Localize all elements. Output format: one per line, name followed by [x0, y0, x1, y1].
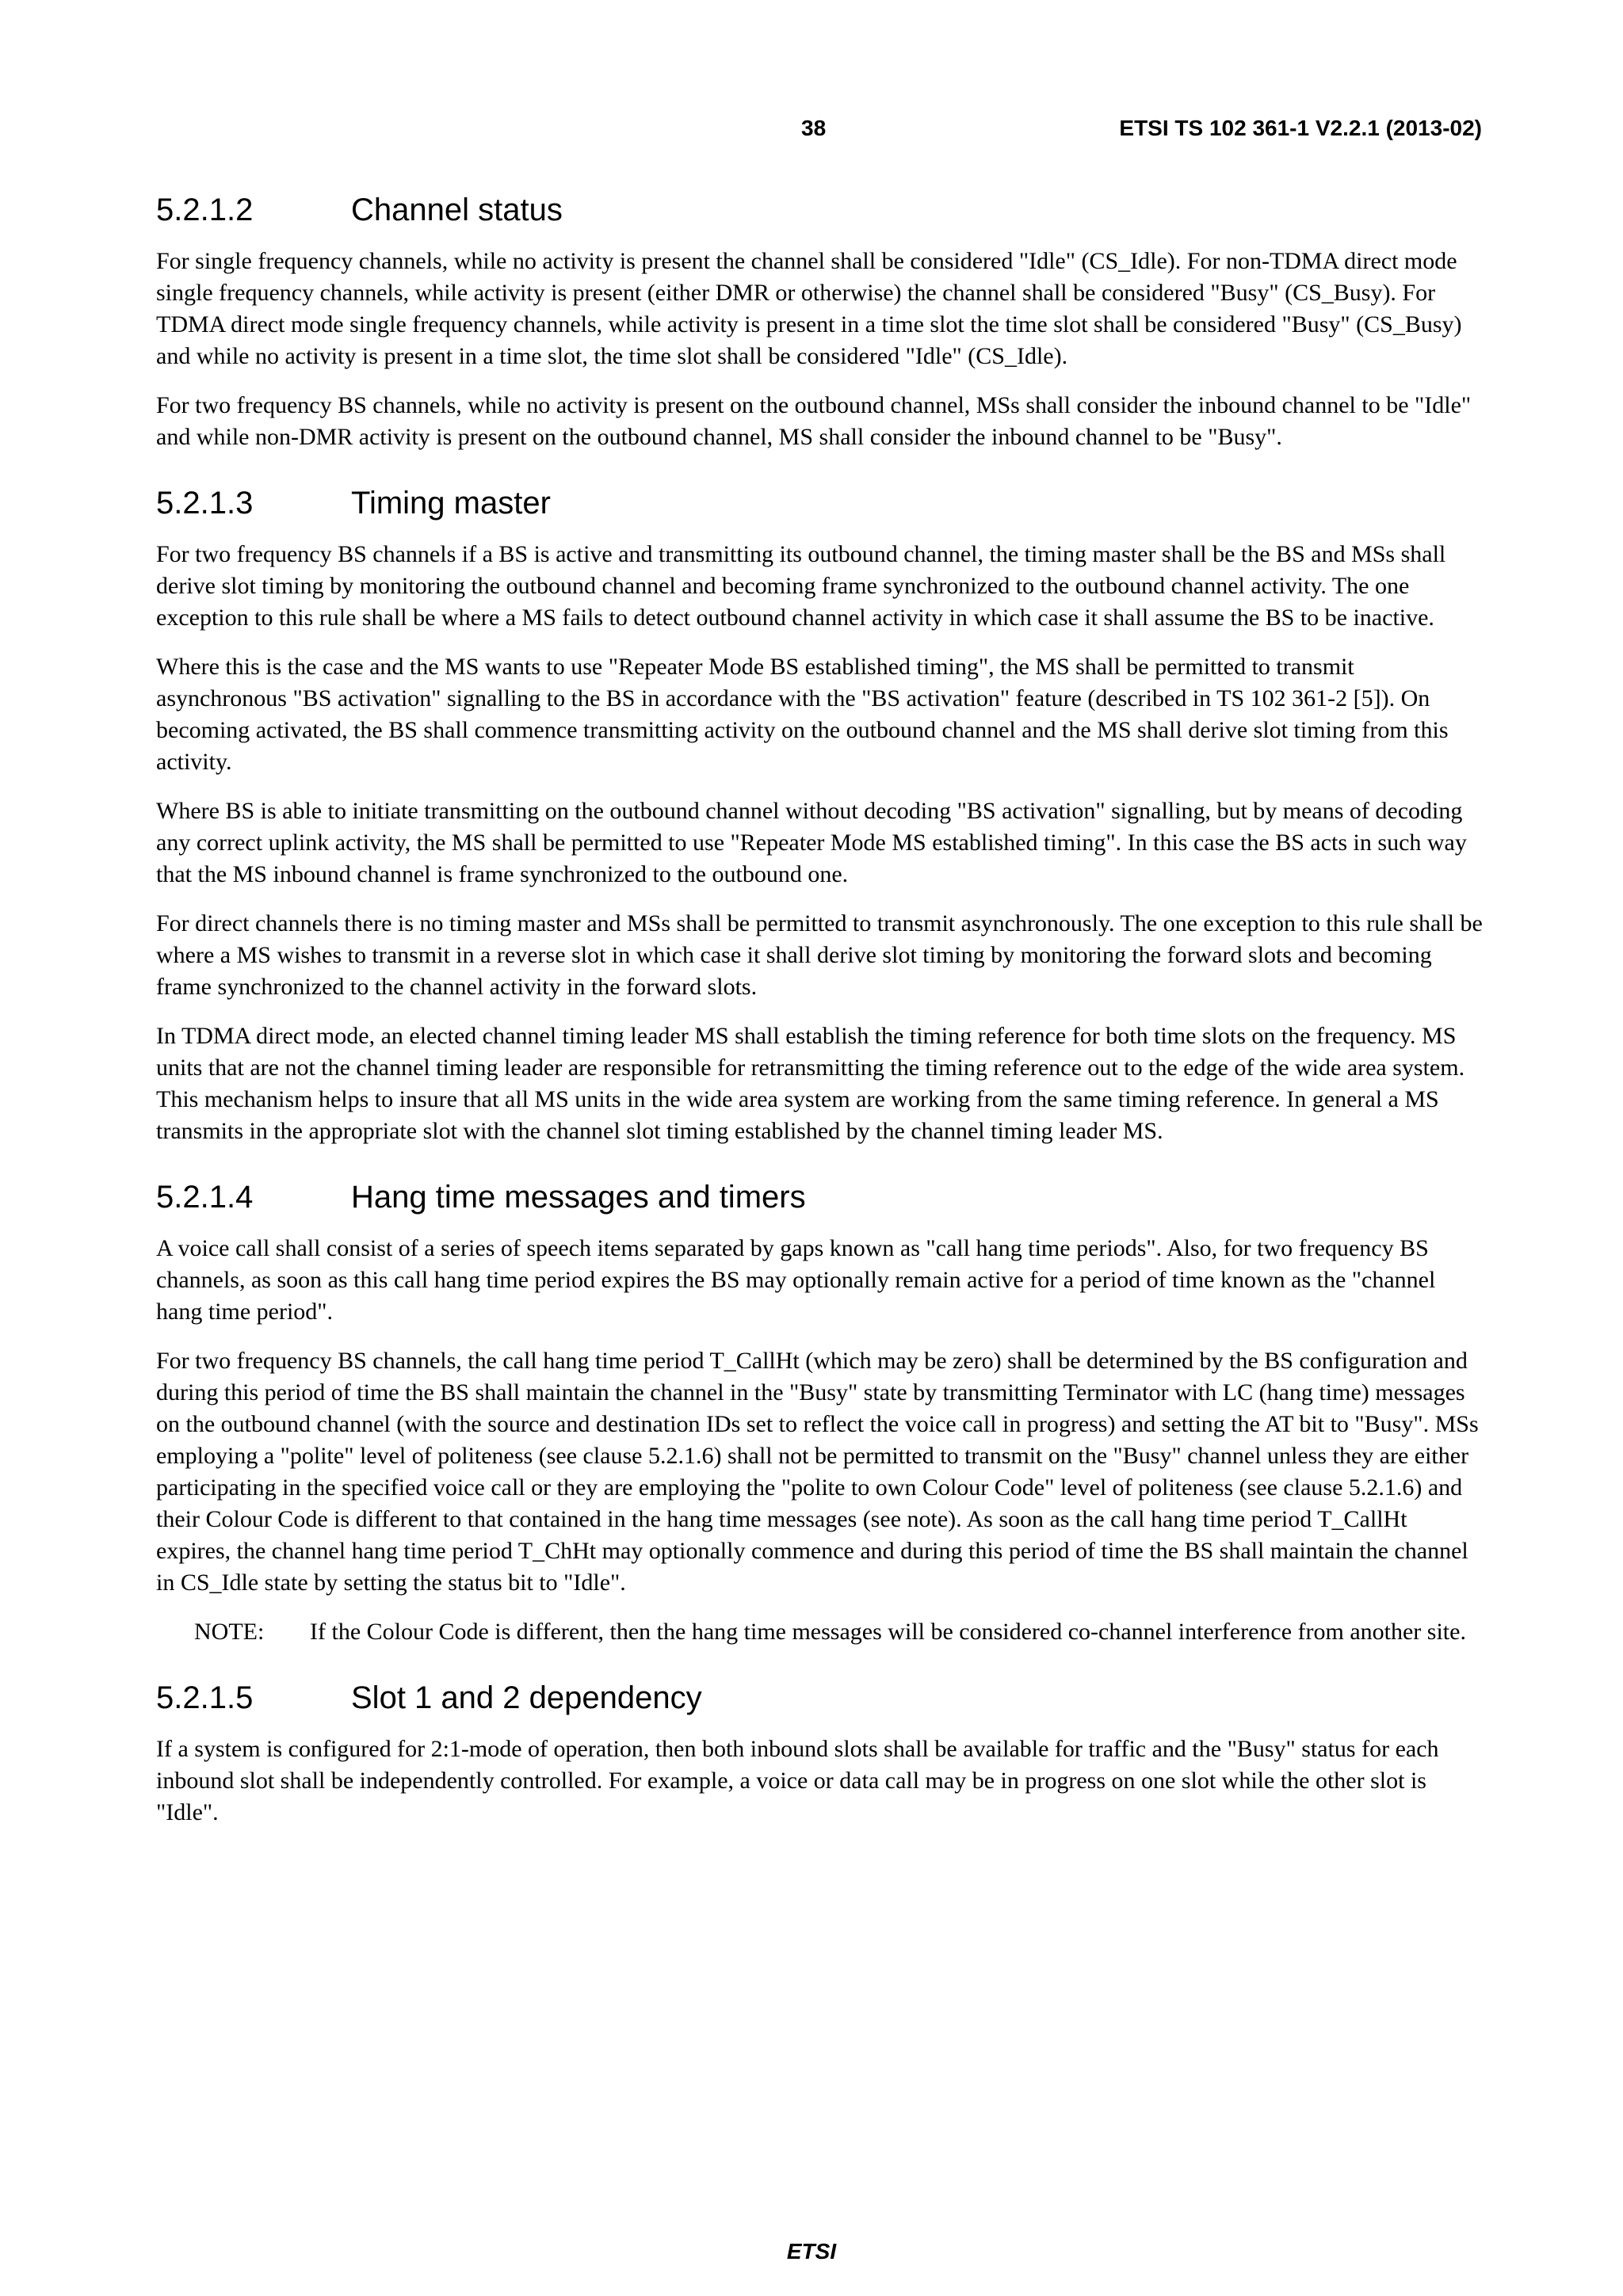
paragraph: A voice call shall consist of a series of speech items separated by gaps known as "call hang time periods". Also, for two frequency BS channels, as soon as this call hang time period expires the BS may optionally remain active for a period of time known as the "channel hang time period".: [156, 1235, 1436, 1325]
paragraph: If a system is configured for 2:1-mode of operation, then both inbound slots shall be available for traffic and the "Busy" status for each inbound slot shall be independently controlled. For example, a voice or data call may be in progress on one slot while the other slot is "Idle".: [156, 1736, 1439, 1825]
section-number: 5.2.1.4: [156, 1180, 254, 1215]
section-number: 5.2.1.3: [156, 486, 254, 521]
paragraph: For direct channels there is no timing master and MSs shall be permitted to transmit asynchronously. The one exception to this rule shall be where a MS wishes to transmit in a reverse slot in which case it shall derive slot timing by monitoring the forward slots and becoming frame synchronized to the channel activity in the forward slots.: [156, 910, 1483, 1000]
section-slot-dependency: [156, 1678, 1487, 1829]
section-title: Hang time messages and timers: [351, 1180, 806, 1215]
section-number: 5.2.1.2: [156, 193, 254, 227]
page-footer: ETSI: [786, 2239, 837, 2264]
paragraph: In TDMA direct mode, an elected channel timing leader MS shall establish the timing reference for both time slots on the frequency. MS units that are not the channel timing leader are responsible for retransmitting the timing reference out to the edge of the wide area system. This mechanism helps to insure that all MS units in the wide area system are working from the same timing reference. In general a MS transmits in the appropriate slot with the channel slot timing established by the channel timing leader MS.: [156, 1023, 1465, 1144]
paragraph: For single frequency channels, while no activity is present the channel shall be considered "Idle" (CS_Idle). For non-TDMA direct mode single frequency channels, while activity is present (either DMR or otherwise) the channel shall be considered "Busy" (CS_Busy). For TDMA direct mode single frequency channels, while activity is present in a time slot the time slot shall be considered "Busy" (CS_Busy) and while no activity is present in a time slot, the time slot shall be considered "Idle" (CS_Idle).: [156, 248, 1462, 369]
section-title: Channel status: [351, 193, 563, 227]
document-reference: ETSI TS 102 361-1 V2.2.1 (2013-02): [1119, 116, 1482, 140]
section-title: Slot 1 and 2 dependency: [351, 1680, 702, 1715]
note: [156, 1616, 1487, 1648]
note-text: If the Colour Code is different, then the hang time messages will be considered co-channel interference from another site.: [310, 1619, 1466, 1645]
page-number: 38: [801, 116, 827, 140]
section-heading: [156, 190, 1487, 230]
section-channel-status: [156, 190, 1487, 453]
paragraph: For two frequency BS channels, the call hang time period T_CallHt (which may be zero) shall be determined by the BS configuration and during this period of time the BS shall maintain the channel in the "Busy" state by transmitting Terminator with LC (hang time) messages on the outbound channel (with the source and destination IDs set to reflect the voice call in progress) and setting the AT bit to "Busy". MSs employing a "polite" level of politeness (see clause 5.2.1.6) shall not be permitted to transmit on the "Busy" channel unless they are either participating in the specified voice call or they are employing the "polite to own Colour Code" level of politeness (see clause 5.2.1.6) and their Colour Code is different to that contained in the hang time messages (see note). As soon as the call hang time period T_CallHt expires, the channel hang time period T_ChHt may optionally commence and during this period of time the BS shall maintain the channel in CS_Idle state by setting the status bit to "Idle".: [156, 1348, 1479, 1596]
section-title: Timing master: [351, 486, 551, 521]
page-content: [156, 190, 1487, 1859]
section-hang-time: [156, 1177, 1487, 1648]
section-number: 5.2.1.5: [156, 1680, 254, 1715]
paragraph: Where this is the case and the MS wants to use "Repeater Mode BS established timing", the MS shall be permitted to transmit asynchronous "BS activation" signalling to the BS in accordance with the "BS activation" feature (described in TS 102 361-2 [5]). On becoming activated, the BS shall commence transmitting activity on the outbound channel and the MS shall derive slot timing from this activity.: [156, 654, 1449, 775]
note-label: NOTE:: [194, 1619, 265, 1645]
paragraph: For two frequency BS channels, while no activity is present on the outbound channel, MSs shall consider the inbound channel to be "Idle" and while non-DMR activity is present on the outbound channel, MS shall consider the inbound channel to be "Busy".: [156, 392, 1472, 450]
page-header: [0, 116, 1623, 147]
section-heading: [156, 483, 1487, 523]
section-heading: [156, 1177, 1487, 1217]
section-heading: [156, 1678, 1487, 1718]
paragraph: For two frequency BS channels if a BS is active and transmitting its outbound channel, the timing master shall be the BS and MSs shall derive slot timing by monitoring the outbound channel and becoming frame synchronized to the outbound channel activity. The one exception to this rule shall be where a MS fails to detect outbound channel activity in which case it shall assume the BS to be inactive.: [156, 541, 1446, 631]
paragraph: Where BS is able to initiate transmitting on the outbound channel without decoding "BS activation" signalling, but by means of decoding any correct uplink activity, the MS shall be permitted to use "Repeater Mode MS established timing". In this case the BS acts in such way that the MS inbound channel is frame synchronized to the outbound one.: [156, 798, 1467, 887]
section-timing-master: [156, 483, 1487, 1147]
